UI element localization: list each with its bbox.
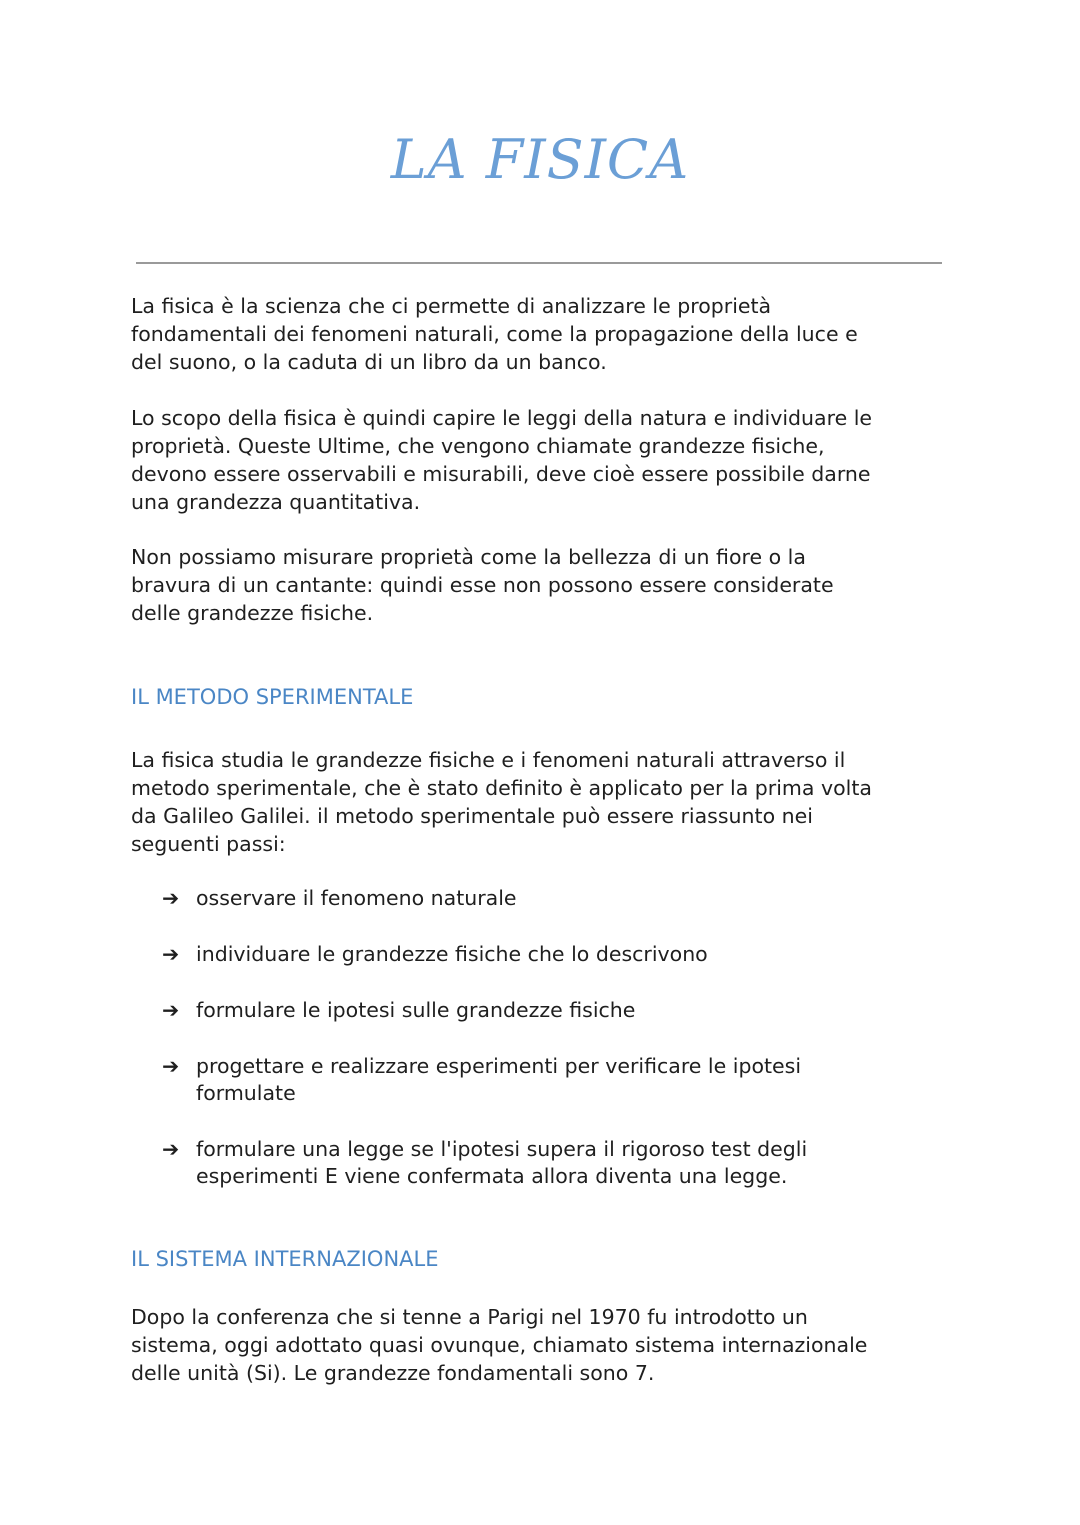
text-line: Dopo la conferenza che si tenne a Parigi nel 1970 fu introdotto un: [131, 1305, 808, 1329]
text-line: bravura di un cantante: quindi esse non possono essere considerate: [131, 573, 834, 597]
text-line: da Galileo Galilei. il metodo sperimentale può essere riassunto nei: [131, 804, 813, 828]
list-item: [162, 885, 962, 912]
list-item: [162, 941, 962, 968]
text-line: seguenti passi:: [131, 832, 286, 856]
sistema-paragraph: [131, 1303, 961, 1387]
metodo-paragraph: [131, 746, 961, 858]
list-item: [162, 997, 962, 1024]
section-heading-sistema: IL SISTEMA INTERNAZIONALE: [131, 1247, 439, 1271]
text-line: La fisica è la scienza che ci permette di analizzare le proprietà: [131, 294, 772, 318]
list-item: [162, 1053, 962, 1107]
text-line: esperimenti E viene confermata allora diventa una legge.: [196, 1164, 788, 1188]
text-line: delle grandezze fisiche.: [131, 601, 374, 625]
text-line: devono essere osservabili e misurabili, deve cioè essere possibile darne: [131, 462, 871, 486]
text-line: formulare una legge se l'ipotesi supera il rigoroso test degli: [196, 1137, 808, 1161]
intro-paragraph-3: [131, 543, 961, 627]
text-line: individuare le grandezze fisiche che lo descrivono: [196, 942, 708, 966]
section-heading-metodo: IL METODO SPERIMENTALE: [131, 685, 414, 709]
page-title: LA FISICA: [390, 128, 690, 191]
list-item: [162, 1136, 962, 1190]
text-line: formulate: [196, 1081, 296, 1105]
intro-paragraph-2: [131, 404, 961, 516]
arrow-icon: ➔: [162, 942, 180, 966]
arrow-icon: ➔: [162, 1054, 180, 1078]
arrow-icon: ➔: [162, 886, 180, 910]
text-line: formulare le ipotesi sulle grandezze fisiche: [196, 998, 636, 1022]
divider: [136, 262, 942, 264]
text-line: delle unità (Si). Le grandezze fondamentali sono 7.: [131, 1361, 655, 1385]
text-line: La fisica studia le grandezze fisiche e i fenomeni naturali attraverso il: [131, 748, 846, 772]
text-line: proprietà. Queste Ultime, che vengono chiamate grandezze fisiche,: [131, 434, 825, 458]
text-line: Lo scopo della fisica è quindi capire le leggi della natura e individuare le: [131, 406, 873, 430]
arrow-icon: ➔: [162, 998, 180, 1022]
text-line: una grandezza quantitativa.: [131, 490, 421, 514]
text-line: sistema, oggi adottato quasi ovunque, chiamato sistema internazionale: [131, 1333, 868, 1357]
text-line: del suono, o la caduta di un libro da un banco.: [131, 350, 607, 374]
steps-list: [162, 885, 962, 1219]
arrow-icon: ➔: [162, 1137, 180, 1161]
intro-paragraph-1: [131, 292, 961, 376]
text-line: progettare e realizzare esperimenti per verificare le ipotesi: [196, 1054, 802, 1078]
text-line: fondamentali dei fenomeni naturali, come la propagazione della luce e: [131, 322, 858, 346]
text-line: Non possiamo misurare proprietà come la bellezza di un fiore o la: [131, 545, 806, 569]
text-line: metodo sperimentale, che è stato definito è applicato per la prima volta: [131, 776, 872, 800]
text-line: osservare il fenomeno naturale: [196, 886, 517, 910]
